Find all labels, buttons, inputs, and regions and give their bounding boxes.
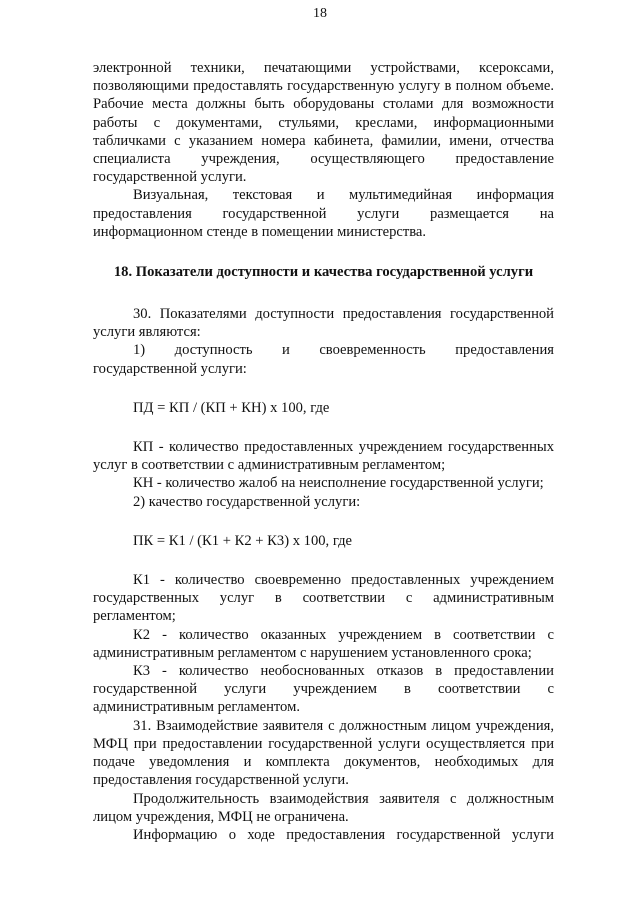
paragraph-30-item-2: 2) качество государственной услуги:	[133, 493, 361, 510]
paragraph-31-info: Информацию о ходе предоставления государственной услуги	[133, 826, 554, 843]
paragraph-31: 31. Взаимодействие заявителя с должностным лицом учреждения, МФЦ при предоставлении государственной услуги осуществляется при подаче уведомления и комплекта документов, необходимых для предоставления государственной услуги.	[93, 717, 554, 789]
paragraph: Визуальная, текстовая и мультимедийная информация предоставления государственной услуги размещается на информационном стенде в помещении министерства.	[93, 187, 554, 240]
paragraph-31-duration: Продолжительность взаимодействия заявителя с должностным лицом учреждения, МФЦ не ограничена.	[93, 790, 554, 825]
document-body	[93, 59, 554, 844]
formula-pd: ПД = КП / (КП + КН) х 100, где	[133, 399, 330, 416]
paragraph-30: 30. Показателями доступности предоставления государственной услуги являются:	[93, 306, 554, 341]
paragraph: электронной техники, печатающими устройствами, ксероксами, позволяющими предоставлять государственную услугу в полном объеме. Рабочие места должны быть оборудованы столами для возможности работы с документами, стульями, креслами, информационными табличками с указанием номера кабинета, фамилии, имени, отчества специалиста учреждения, осуществляющего предоставление государственной услуги.	[93, 60, 554, 186]
paragraph-30-item-1: 1) доступность и своевременность предоставления государственной услуги:	[93, 342, 554, 377]
page-number: 18	[313, 6, 327, 21]
definition-kn: КН - количество жалоб на неисполнение государственной услуги;	[133, 475, 544, 492]
definition-kp: КП - количество предоставленных учреждением государственных услуг в соответствии с административным регламентом;	[93, 439, 554, 474]
definition-k3: К3 - количество необоснованных отказов в предоставлении государственной услуги учреждением в соответствии с административным регламентом.	[93, 663, 554, 716]
formula-pk: ПК = К1 / (К1 + К2 + К3) х 100, где	[133, 532, 352, 549]
section-heading: 18. Показатели доступности и качества государственной услуги	[113, 264, 534, 281]
definition-k1: К1 - количество своевременно предоставленных учреждением государственных услуг в соответствии с административным регламентом;	[93, 572, 554, 625]
definition-k2: К2 - количество оказанных учреждением в соответствии с административным регламентом с нарушением установленного срока;	[93, 626, 554, 661]
